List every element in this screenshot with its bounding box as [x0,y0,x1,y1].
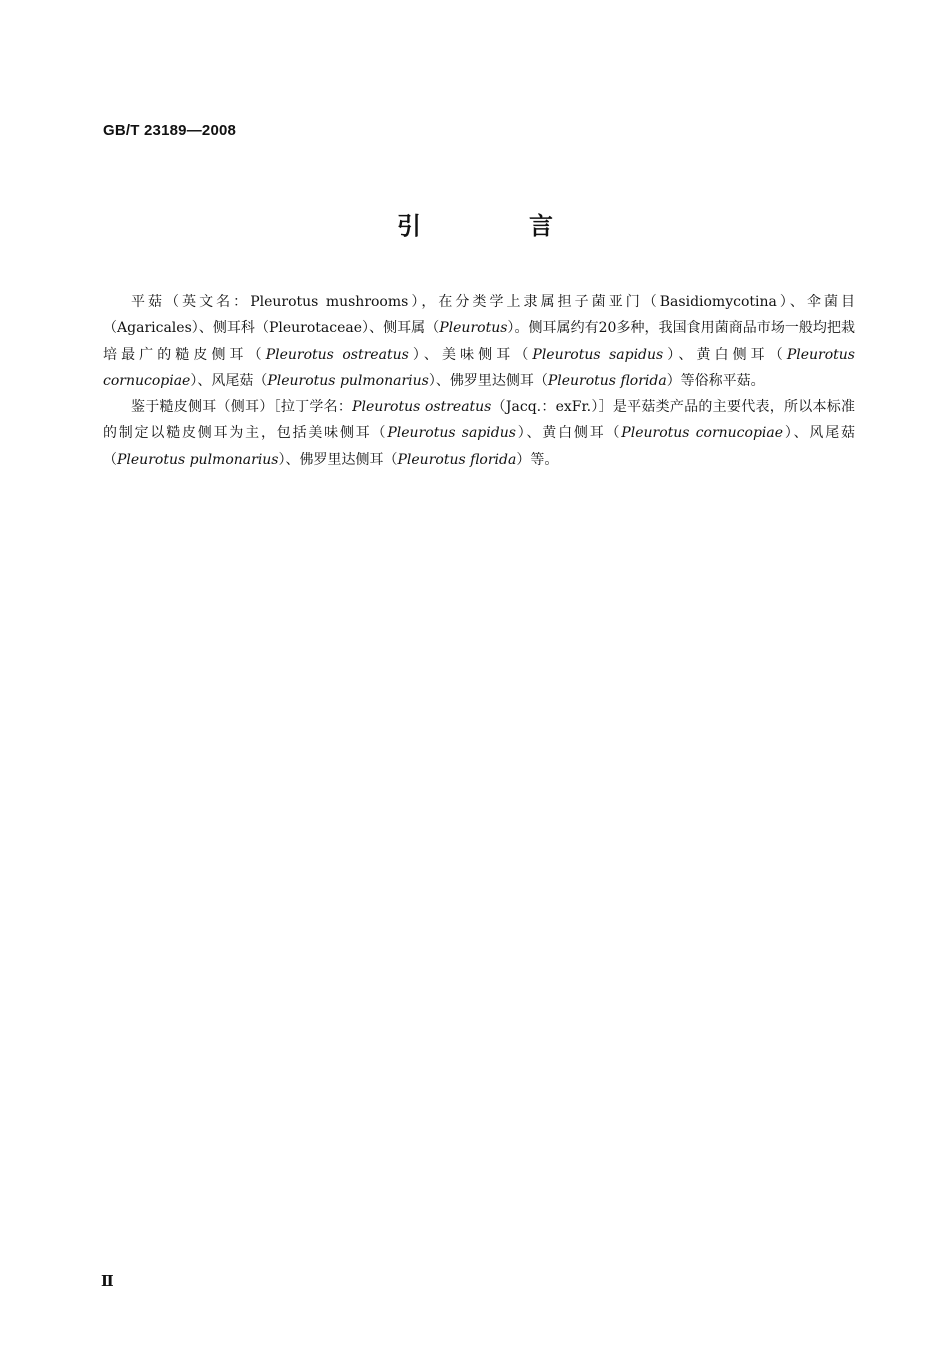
latin-name: Pleurotus cornucopiae [621,425,784,442]
latin-name: Pleurotus florida [397,451,517,468]
text-run: ）、风尾菇（ [190,372,268,389]
latin-name: Pleurotus [439,320,508,337]
paragraph-2 [103,394,855,473]
latin-name: Pleurotus pulmonarius [267,372,429,389]
latin-name: Pleurotus ostreatus [265,346,409,363]
text-run: ）等。 [516,451,559,468]
text-run: ）。侧耳属约有20多种，我国食用菌商品市场一般均把栽培最广的糙皮侧耳（ [103,320,855,363]
page-number: Ⅱ [101,1274,114,1290]
latin-name: Pleurotus cornucopiae [103,346,855,389]
text-run: ）、美味侧耳（ [408,346,533,363]
latin-name: Pleurotus sapidus [387,425,516,442]
text-run: ）、佛罗里达侧耳（ [278,451,398,468]
text-run: ）、黄白侧耳（ [515,425,622,442]
latin-name: Pleurotus florida [547,372,667,389]
text-run: ）等俗称平菇。 [666,372,765,389]
text-run: 平菇（英文名：Pleurotus mushrooms），在分类学上隶属担子菌亚门（Basidiomycotina）、伞菌目（Agaricales）、侧耳科（Pleurotaceae）、侧耳属（ [103,294,855,337]
text-run: （Jacq.：exFr.）］是平菇类产品的主要代表，所以本标准的制定以糙皮侧耳为主，包括美味侧耳（ [103,399,855,442]
text-run: ）、佛罗里达侧耳（ [428,372,548,389]
text-run: 鉴于糙皮侧耳（侧耳）［拉丁学名： [131,399,353,416]
latin-name: Pleurotus pulmonarius [117,451,279,468]
latin-name: Pleurotus sapidus [532,346,664,363]
text-run: ）、风尾菇（ [103,425,856,468]
text-run: ）、黄白侧耳（ [663,346,787,363]
page-title: 引 言 [397,212,595,240]
latin-name: Pleurotus ostreatus [352,399,492,416]
standard-code: GB/T 23189—2008 [103,122,237,139]
introduction-body [103,289,855,473]
paragraph-1 [103,289,855,394]
